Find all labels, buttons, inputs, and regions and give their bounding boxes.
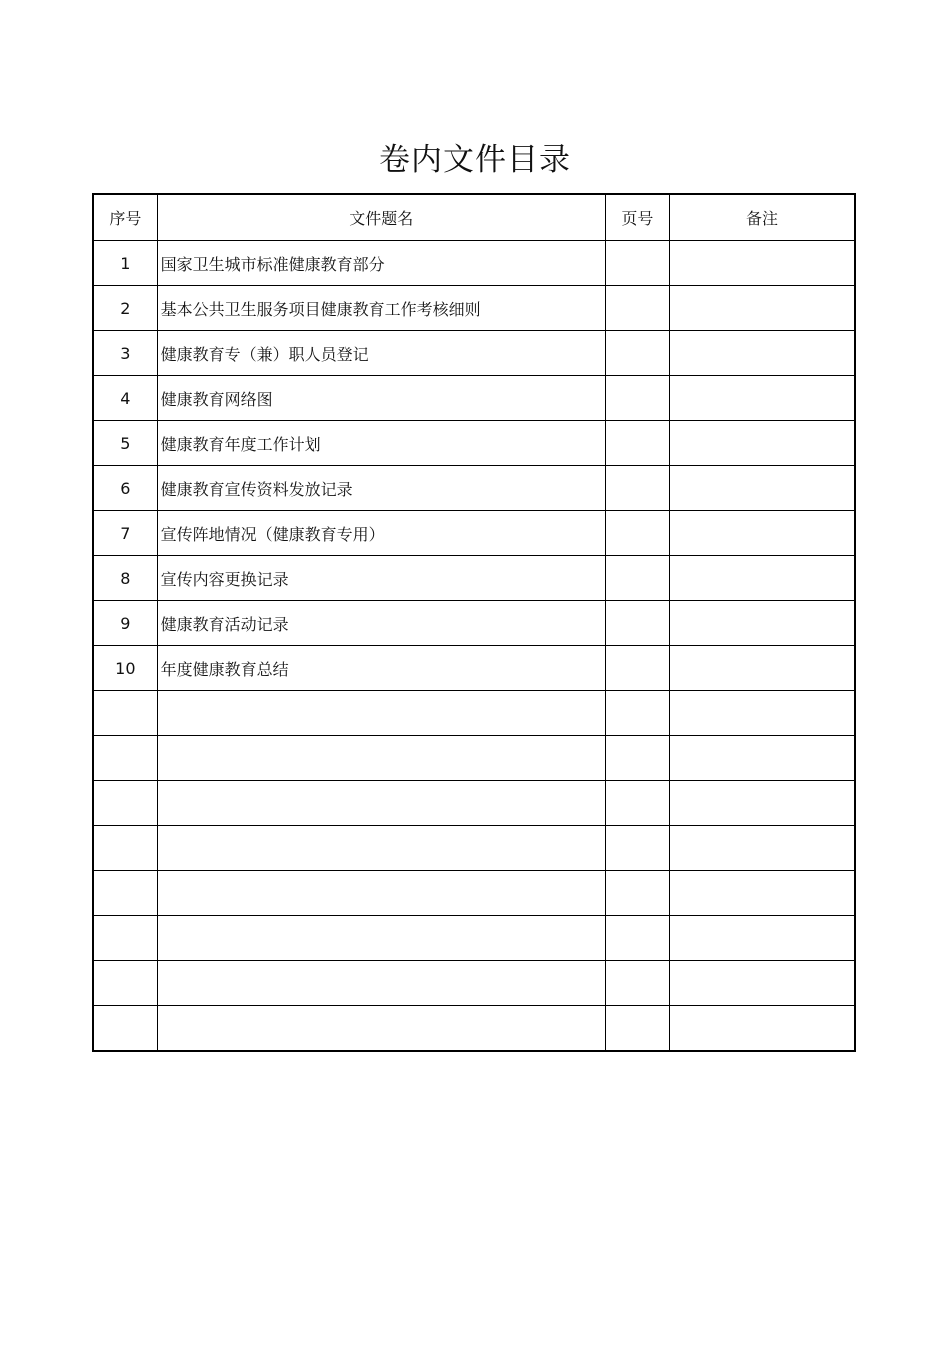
cell-page-number bbox=[605, 871, 669, 916]
cell-serial-number bbox=[93, 826, 157, 871]
cell-file-title: 年度健康教育总结 bbox=[157, 646, 605, 691]
cell-serial-number: 1 bbox=[93, 241, 157, 286]
table-row bbox=[93, 781, 855, 826]
cell-page-number bbox=[605, 736, 669, 781]
cell-page-number bbox=[605, 421, 669, 466]
table-row bbox=[93, 871, 855, 916]
table-row bbox=[93, 736, 855, 781]
cell-serial-number bbox=[93, 1006, 157, 1052]
cell-page-number bbox=[605, 376, 669, 421]
page-title: 卷内文件目录 bbox=[379, 142, 571, 178]
cell-file-title bbox=[157, 871, 605, 916]
cell-file-title: 健康教育宣传资料发放记录 bbox=[157, 466, 605, 511]
cell-file-title bbox=[157, 1006, 605, 1052]
cell-remarks bbox=[669, 646, 855, 691]
cell-remarks bbox=[669, 376, 855, 421]
cell-page-number bbox=[605, 241, 669, 286]
table-row bbox=[93, 511, 855, 556]
cell-remarks bbox=[669, 961, 855, 1006]
cell-serial-number: 6 bbox=[93, 466, 157, 511]
table-row bbox=[93, 421, 855, 466]
cell-file-title: 健康教育网络图 bbox=[157, 376, 605, 421]
cell-remarks bbox=[669, 691, 855, 736]
cell-serial-number bbox=[93, 781, 157, 826]
header-page-number: 页号 bbox=[605, 194, 669, 241]
table-row bbox=[93, 286, 855, 331]
cell-page-number bbox=[605, 511, 669, 556]
cell-remarks bbox=[669, 826, 855, 871]
table-header bbox=[93, 194, 855, 241]
table-row bbox=[93, 646, 855, 691]
cell-remarks bbox=[669, 871, 855, 916]
file-catalog-table bbox=[92, 193, 856, 1052]
cell-file-title bbox=[157, 691, 605, 736]
cell-remarks bbox=[669, 781, 855, 826]
cell-file-title: 国家卫生城市标准健康教育部分 bbox=[157, 241, 605, 286]
cell-remarks bbox=[669, 556, 855, 601]
cell-serial-number: 3 bbox=[93, 331, 157, 376]
cell-page-number bbox=[605, 781, 669, 826]
cell-serial-number bbox=[93, 736, 157, 781]
cell-remarks bbox=[669, 286, 855, 331]
cell-remarks bbox=[669, 331, 855, 376]
table-row bbox=[93, 1006, 855, 1052]
cell-remarks bbox=[669, 421, 855, 466]
cell-file-title: 宣传内容更换记录 bbox=[157, 556, 605, 601]
cell-serial-number bbox=[93, 961, 157, 1006]
cell-page-number bbox=[605, 646, 669, 691]
cell-file-title bbox=[157, 961, 605, 1006]
table-row bbox=[93, 556, 855, 601]
cell-remarks bbox=[669, 511, 855, 556]
cell-page-number bbox=[605, 556, 669, 601]
table-row bbox=[93, 916, 855, 961]
header-row bbox=[93, 194, 855, 241]
cell-serial-number bbox=[93, 916, 157, 961]
cell-page-number bbox=[605, 286, 669, 331]
table-row bbox=[93, 466, 855, 511]
cell-page-number bbox=[605, 826, 669, 871]
cell-page-number bbox=[605, 331, 669, 376]
cell-file-title bbox=[157, 826, 605, 871]
table-row bbox=[93, 241, 855, 286]
table-row bbox=[93, 376, 855, 421]
cell-serial-number: 4 bbox=[93, 376, 157, 421]
cell-remarks bbox=[669, 1006, 855, 1052]
table-row bbox=[93, 601, 855, 646]
table-row bbox=[93, 331, 855, 376]
table-row bbox=[93, 961, 855, 1006]
cell-remarks bbox=[669, 916, 855, 961]
table-row bbox=[93, 691, 855, 736]
cell-serial-number bbox=[93, 691, 157, 736]
cell-serial-number: 2 bbox=[93, 286, 157, 331]
cell-page-number bbox=[605, 691, 669, 736]
cell-file-title bbox=[157, 916, 605, 961]
cell-serial-number: 5 bbox=[93, 421, 157, 466]
cell-file-title: 健康教育年度工作计划 bbox=[157, 421, 605, 466]
cell-serial-number: 10 bbox=[93, 646, 157, 691]
cell-file-title bbox=[157, 736, 605, 781]
cell-remarks bbox=[669, 736, 855, 781]
cell-file-title: 健康教育专（兼）职人员登记 bbox=[157, 331, 605, 376]
cell-serial-number: 9 bbox=[93, 601, 157, 646]
table-row bbox=[93, 826, 855, 871]
cell-file-title: 健康教育活动记录 bbox=[157, 601, 605, 646]
cell-page-number bbox=[605, 916, 669, 961]
table-body bbox=[93, 241, 855, 1052]
cell-remarks bbox=[669, 601, 855, 646]
cell-page-number bbox=[605, 601, 669, 646]
cell-remarks bbox=[669, 466, 855, 511]
cell-file-title: 基本公共卫生服务项目健康教育工作考核细则 bbox=[157, 286, 605, 331]
cell-file-title bbox=[157, 781, 605, 826]
header-file-title: 文件题名 bbox=[157, 194, 605, 241]
cell-page-number bbox=[605, 1006, 669, 1052]
cell-serial-number: 7 bbox=[93, 511, 157, 556]
header-remarks: 备注 bbox=[669, 194, 855, 241]
cell-remarks bbox=[669, 241, 855, 286]
cell-page-number bbox=[605, 961, 669, 1006]
cell-file-title: 宣传阵地情况（健康教育专用） bbox=[157, 511, 605, 556]
cell-serial-number: 8 bbox=[93, 556, 157, 601]
header-serial-number: 序号 bbox=[93, 194, 157, 241]
cell-page-number bbox=[605, 466, 669, 511]
cell-serial-number bbox=[93, 871, 157, 916]
